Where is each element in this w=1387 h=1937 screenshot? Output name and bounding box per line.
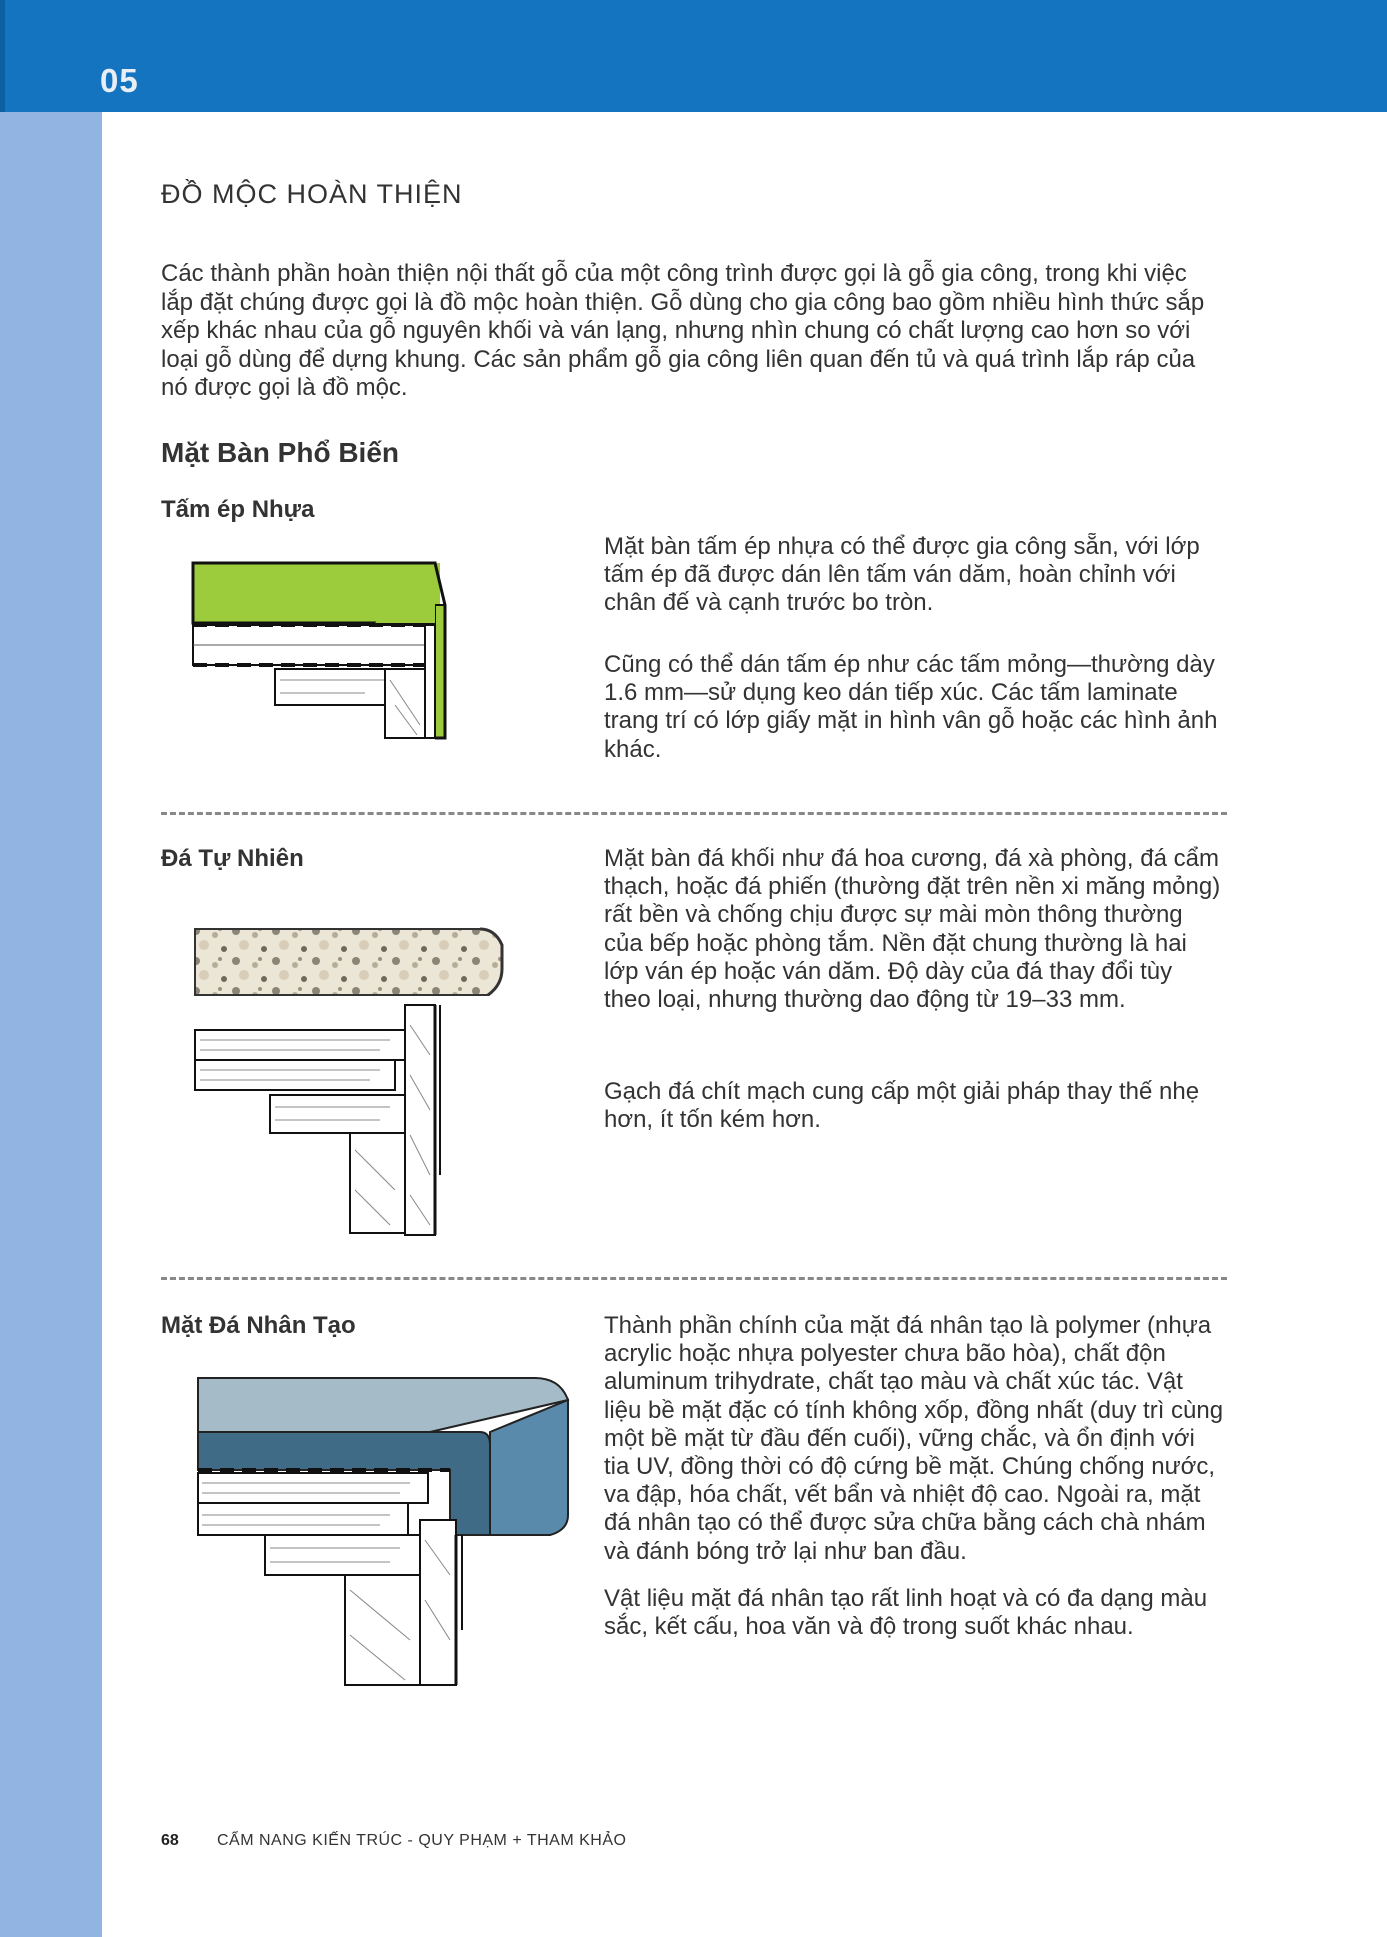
intro-paragraph: Các thành phần hoàn thiện nội thất gỗ của một công trình được gọi là gỗ gia công, trong khi việc lắp đặt chúng được gọi là đồ mộc hoàn thiện. Gỗ dùng cho gia công bao gồm nhiều hình thức sắp xếp khác nhau của gỗ nguyên khối và ván lạng, nhưng nhìn chung có chất lượng cao hơn so với loại gỗ dùng để dựng khung. Các sản phẩm gỗ gia công liên quan đến tủ và quá trình lắp ráp của nó được gọi là đồ mộc. xyxy=(161,260,1205,401)
solid-surface-countertop-illustration xyxy=(190,1370,580,1690)
section-title: Mặt Bàn Phổ Biến xyxy=(161,437,400,468)
heading-laminate: Tấm ép Nhựa xyxy=(161,496,315,523)
heading-solid-surface: Mặt Đá Nhân Tạo xyxy=(161,1312,356,1339)
stone-paragraph-2: Gạch đá chít mạch cung cấp một giải pháp thay thế nhẹ hơn, ít tốn kém hơn. xyxy=(604,1078,1200,1134)
solid-surface-paragraph-1: Thành phần chính của mặt đá nhân tạo là polymer (nhựa acrylic hoặc nhựa polyester chưa bão hòa), chất độn aluminum trihydrate, chất tạo màu và chất xúc tác. Vật liệu bề mặt đặc có tính không xốp, đồng nhất (duy trì cùng một bề mặt từ đầu đến cuối), vững chắc, và ổn định với tia UV, đồng thời có độ cứng bề mặt. Chúng chống nước, va đập, hóa chất, vết bẩn và nhiệt độ cao. Ngoài ra, mặt đá nhân tạo có thể được sửa chữa bằng cách chà nhám và đánh bóng trở lại như ban đầu. xyxy=(604,1312,1224,1565)
side-band xyxy=(0,112,102,1937)
header-bar xyxy=(0,0,1387,112)
laminate-paragraph-1: Mặt bàn tấm ép nhựa có thể được gia công sẵn, với lớp tấm ép đã được dán lên tấm ván dăm, hoàn chỉnh với chân đế và cạnh trước bo tròn. xyxy=(604,533,1200,617)
heading-natural-stone: Đá Tự Nhiên xyxy=(161,845,304,872)
chapter-number: 05 xyxy=(100,62,139,99)
natural-stone-countertop-illustration xyxy=(190,925,520,1240)
page-number: 68 xyxy=(161,1832,179,1849)
stone-paragraph-1: Mặt bàn đá khối như đá hoa cương, đá xà phòng, đá cẩm thạch, hoặc đá phiến (thường đặt trên nền xi măng mỏng) rất bền và chống chịu được sự mài mòn thông thường của bếp hoặc phòng tắm. Nền đặt chung thường là hai lớp ván ép hoặc ván dăm. Độ dày của đá thay đổi tùy theo loại, nhưng thường dao động từ 19–33 mm. xyxy=(604,845,1221,1014)
laminate-paragraph-2: Cũng có thể dán tấm ép như các tấm mỏng—thường dày 1.6 mm—sử dụng keo dán tiếp xúc. Các tấm laminate trang trí có lớp giấy mặt in hình vân gỗ hoặc các hình ảnh khác. xyxy=(604,651,1218,763)
solid-surface-paragraph-2: Vật liệu mặt đá nhân tạo rất linh hoạt và có đa dạng màu sắc, kết cấu, hoa văn và độ trong suốt khác nhau. xyxy=(604,1585,1208,1641)
section-divider-1 xyxy=(161,812,1227,815)
laminate-countertop-illustration xyxy=(185,545,455,745)
header-edge xyxy=(0,0,5,112)
section-divider-2 xyxy=(161,1277,1227,1280)
page-title: ĐỒ MỘC HOÀN THIỆN xyxy=(161,179,463,209)
book-title: CẨM NANG KIẾN TRÚC - QUY PHẠM + THAM KHẢO xyxy=(217,1832,627,1849)
